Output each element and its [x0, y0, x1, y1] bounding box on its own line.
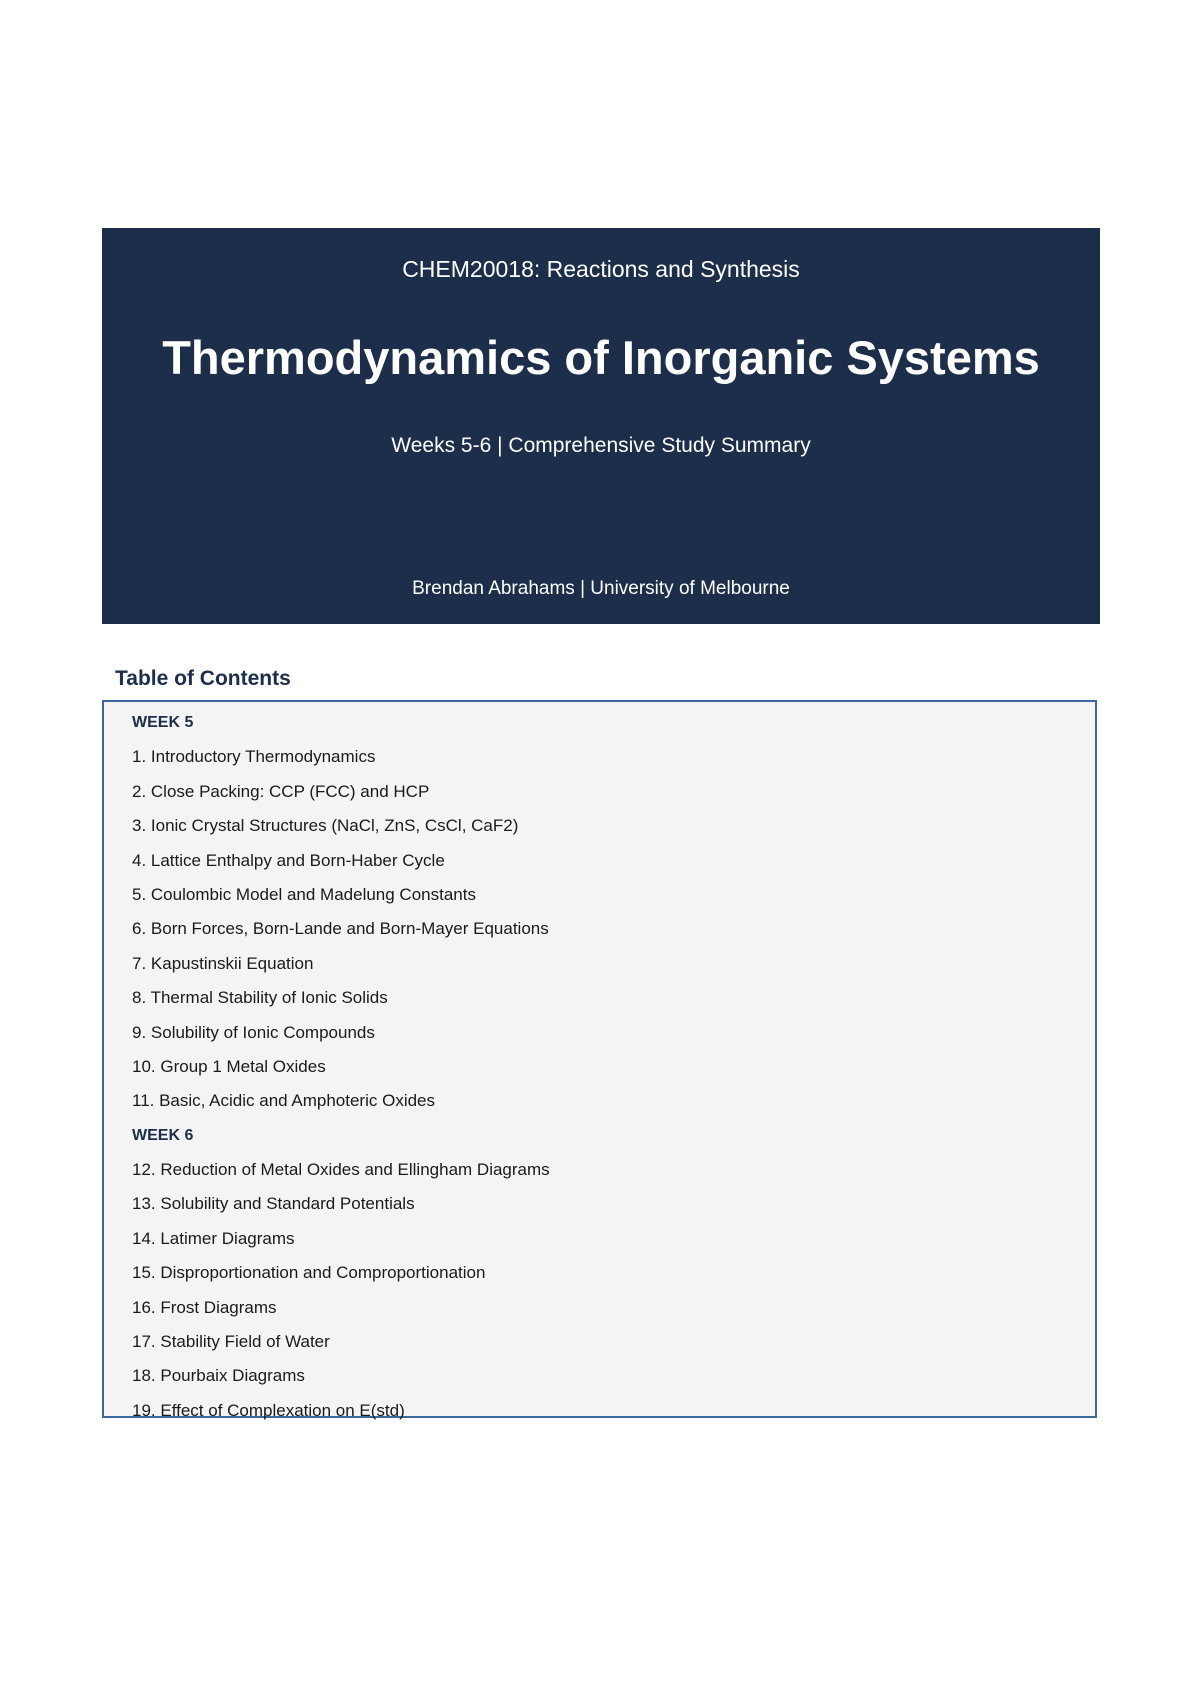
toc-entry-7[interactable]: 7. Kapustinskii Equation	[132, 953, 314, 973]
toc-entry-2[interactable]: 2. Close Packing: CCP (FCC) and HCP	[132, 781, 430, 801]
toc-entry-19[interactable]: 19. Effect of Complexation on E(std)	[132, 1400, 405, 1420]
toc-entry-3[interactable]: 3. Ionic Crystal Structures (NaCl, ZnS, CsCl, CaF2)	[132, 816, 519, 836]
toc-heading: Table of Contents	[115, 667, 291, 690]
toc-entry-5[interactable]: 5. Coulombic Model and Madelung Constants	[132, 884, 476, 904]
toc-entry-18[interactable]: 18. Pourbaix Diagrams	[132, 1366, 305, 1386]
toc-week-5-heading: WEEK 5	[132, 714, 194, 731]
toc-entry-13[interactable]: 13. Solubility and Standard Potentials	[132, 1194, 415, 1214]
toc-entry-15[interactable]: 15. Disproportionation and Comproportionation	[132, 1263, 486, 1283]
title-banner	[102, 228, 1100, 624]
toc-entry-4[interactable]: 4. Lattice Enthalpy and Born-Haber Cycle	[132, 850, 445, 870]
toc-entry-16[interactable]: 16. Frost Diagrams	[132, 1297, 277, 1317]
course-name: CHEM20018: Reactions and Synthesis	[402, 256, 800, 282]
toc-entry-12[interactable]: 12. Reduction of Metal Oxides and Ellingham Diagrams	[132, 1160, 550, 1180]
document-title: Thermodynamics of Inorganic Systems	[162, 331, 1040, 384]
toc-entry-11[interactable]: 11. Basic, Acidic and Amphoteric Oxides	[132, 1091, 436, 1111]
toc-entry-17[interactable]: 17. Stability Field of Water	[132, 1332, 330, 1352]
toc-entry-6[interactable]: 6. Born Forces, Born-Lande and Born-Mayer Equations	[132, 919, 549, 939]
toc-entry-8[interactable]: 8. Thermal Stability of Ionic Solids	[132, 988, 388, 1008]
toc-entry-9[interactable]: 9. Solubility of Ionic Compounds	[132, 1022, 375, 1042]
toc-entry-14[interactable]: 14. Latimer Diagrams	[132, 1228, 295, 1248]
document-subtitle: Weeks 5-6 | Comprehensive Study Summary	[391, 434, 811, 457]
table-of-contents	[102, 700, 1097, 1418]
toc-entry-10[interactable]: 10. Group 1 Metal Oxides	[132, 1056, 326, 1076]
toc-week-6-heading: WEEK 6	[132, 1126, 194, 1144]
author-line: Brendan Abrahams | University of Melbourne	[412, 578, 790, 599]
toc-entry-1[interactable]: 1. Introductory Thermodynamics	[132, 747, 376, 767]
